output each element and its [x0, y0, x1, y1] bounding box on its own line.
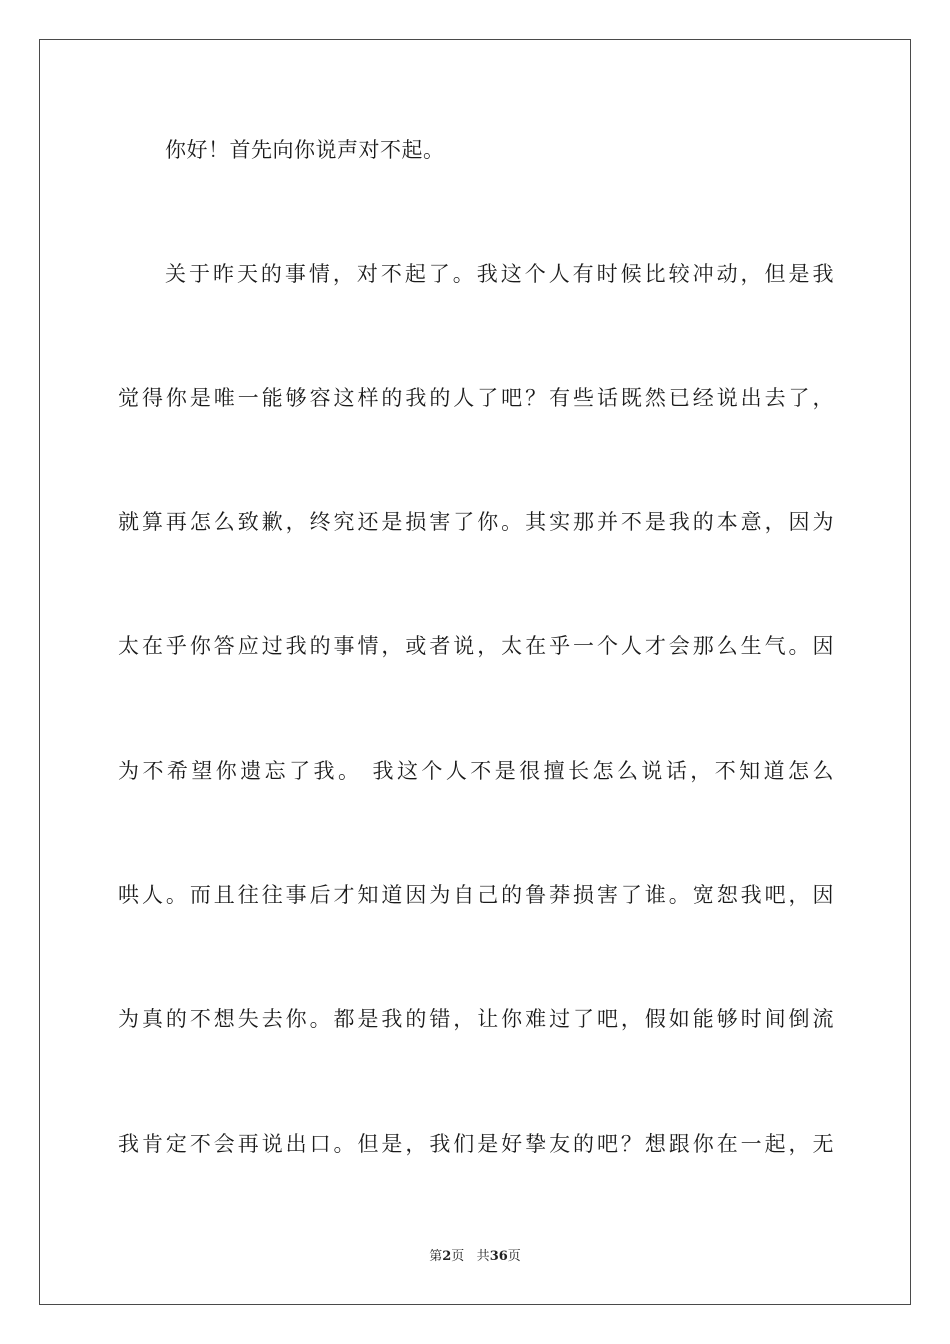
footer-total-prefix: 共 — [476, 1249, 490, 1264]
text-line: 为真的不想失去你。都是我的错，让你难过了吧，假如能够时间倒流 — [118, 1007, 834, 1031]
page-number: 2 — [442, 1249, 452, 1264]
text-line: 哄人。而且往往事后才知道因为自己的鲁莽损害了谁。宽恕我吧，因 — [118, 883, 834, 907]
footer-page-suffix: 页 — [451, 1249, 465, 1264]
footer-total-suffix: 页 — [507, 1249, 521, 1264]
text-line: 觉得你是唯一能够容这样的我的人了吧？有些话既然已经说出去了， — [118, 386, 834, 410]
footer-prefix: 第 — [429, 1249, 443, 1264]
text-line: 关于昨天的事情，对不起了。我这个人有时候比较冲动，但是我 — [165, 262, 834, 286]
text-line: 太在乎你答应过我的事情，或者说，太在乎一个人才会那么生气。因 — [118, 634, 834, 658]
text-line: 我肯定不会再说出口。但是，我们是好挚友的吧？想跟你在一起，无 — [118, 1132, 834, 1156]
total-pages: 36 — [489, 1249, 508, 1264]
text-line-greeting: 你好！首先向你说声对不起。 — [165, 138, 445, 162]
text-line: 为不希望你遗忘了我。 我这个人不是很擅长怎么说话，不知道怎么 — [118, 759, 834, 783]
page-footer — [0, 1248, 950, 1266]
text-line: 就算再怎么致歉，终究还是损害了你。其实那并不是我的本意，因为 — [118, 510, 834, 534]
document-body — [118, 0, 834, 1344]
